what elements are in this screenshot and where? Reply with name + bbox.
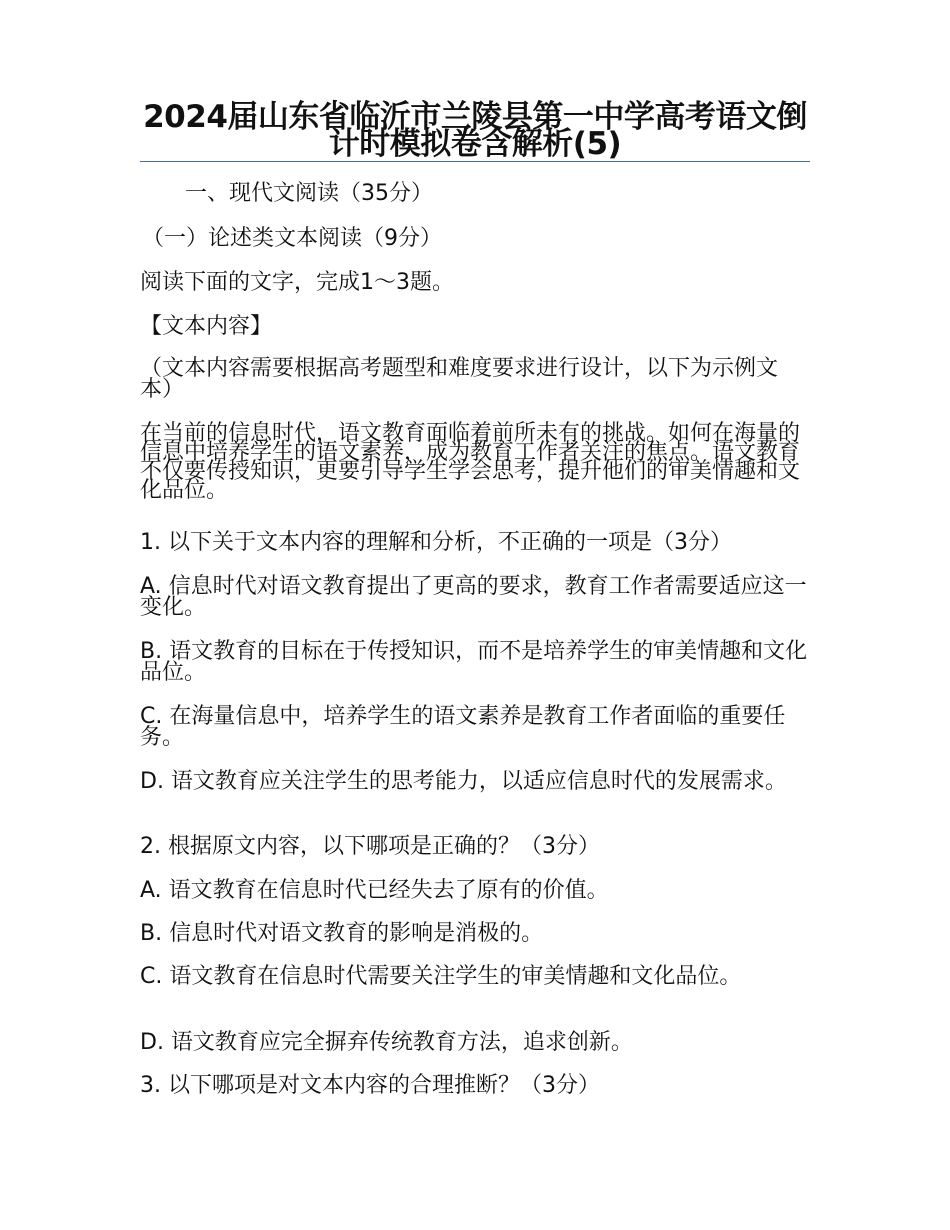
question-2-stem: 2. 根据原文内容，以下哪项是正确的？（3分）	[140, 834, 600, 859]
question-1-option-d: D. 语文教育应关注学生的思考能力，以适应信息时代的发展需求。	[140, 769, 787, 794]
title-underline	[140, 161, 810, 162]
text-label: 【文本内容】	[140, 314, 273, 339]
question-1-option-a: A. 信息时代对语文教育提出了更高的要求，教育工作者需要适应这一变化。	[140, 574, 807, 620]
text-note: （文本内容需要根据高考题型和难度要求进行设计，以下为示例文本）	[140, 356, 779, 402]
question-1-option-c: C. 在海量信息中，培养学生的语文素养是教育工作者面临的重要任务。	[140, 704, 786, 750]
question-2-option-c: C. 语文教育在信息时代需要关注学生的审美情趣和文化品位。	[140, 964, 742, 989]
question-3-stem: 3. 以下哪项是对文本内容的合理推断？（3分）	[140, 1073, 600, 1098]
document-title: 2024届山东省临沂市兰陵县第一中学高考语文倒计时模拟卷含解析(5)	[143, 99, 807, 162]
question-1-option-b: B. 语文教育的目标在于传授知识，而不是培养学生的审美情趣和文化品位。	[140, 639, 808, 685]
question-1-stem: 1. 以下关于文本内容的理解和分析，不正确的一项是（3分）	[140, 530, 732, 555]
question-2-option-d: D. 语文教育应完全摒弃传统教育方法，追求创新。	[140, 1030, 633, 1055]
reading-instruction: 阅读下面的文字，完成1～3题。	[140, 270, 454, 295]
passage-paragraph: 在当前的信息时代，语文教育面临着前所未有的挑战。如何在海量的信息中培养学生的语文素养，成为教育工作者关注的焦点。语文教育不仅要传授知识，更要引导学生学会思考，提升他们的审美情趣和文化品位。	[140, 421, 801, 503]
subsection-heading: （一）论述类文本阅读（9分）	[142, 226, 442, 251]
question-2-option-a: A. 语文教育在信息时代已经失去了原有的价值。	[140, 878, 609, 903]
question-2-option-b: B. 信息时代对语文教育的影响是消极的。	[140, 921, 544, 946]
section-heading: 一、现代文阅读（35分）	[185, 181, 433, 206]
